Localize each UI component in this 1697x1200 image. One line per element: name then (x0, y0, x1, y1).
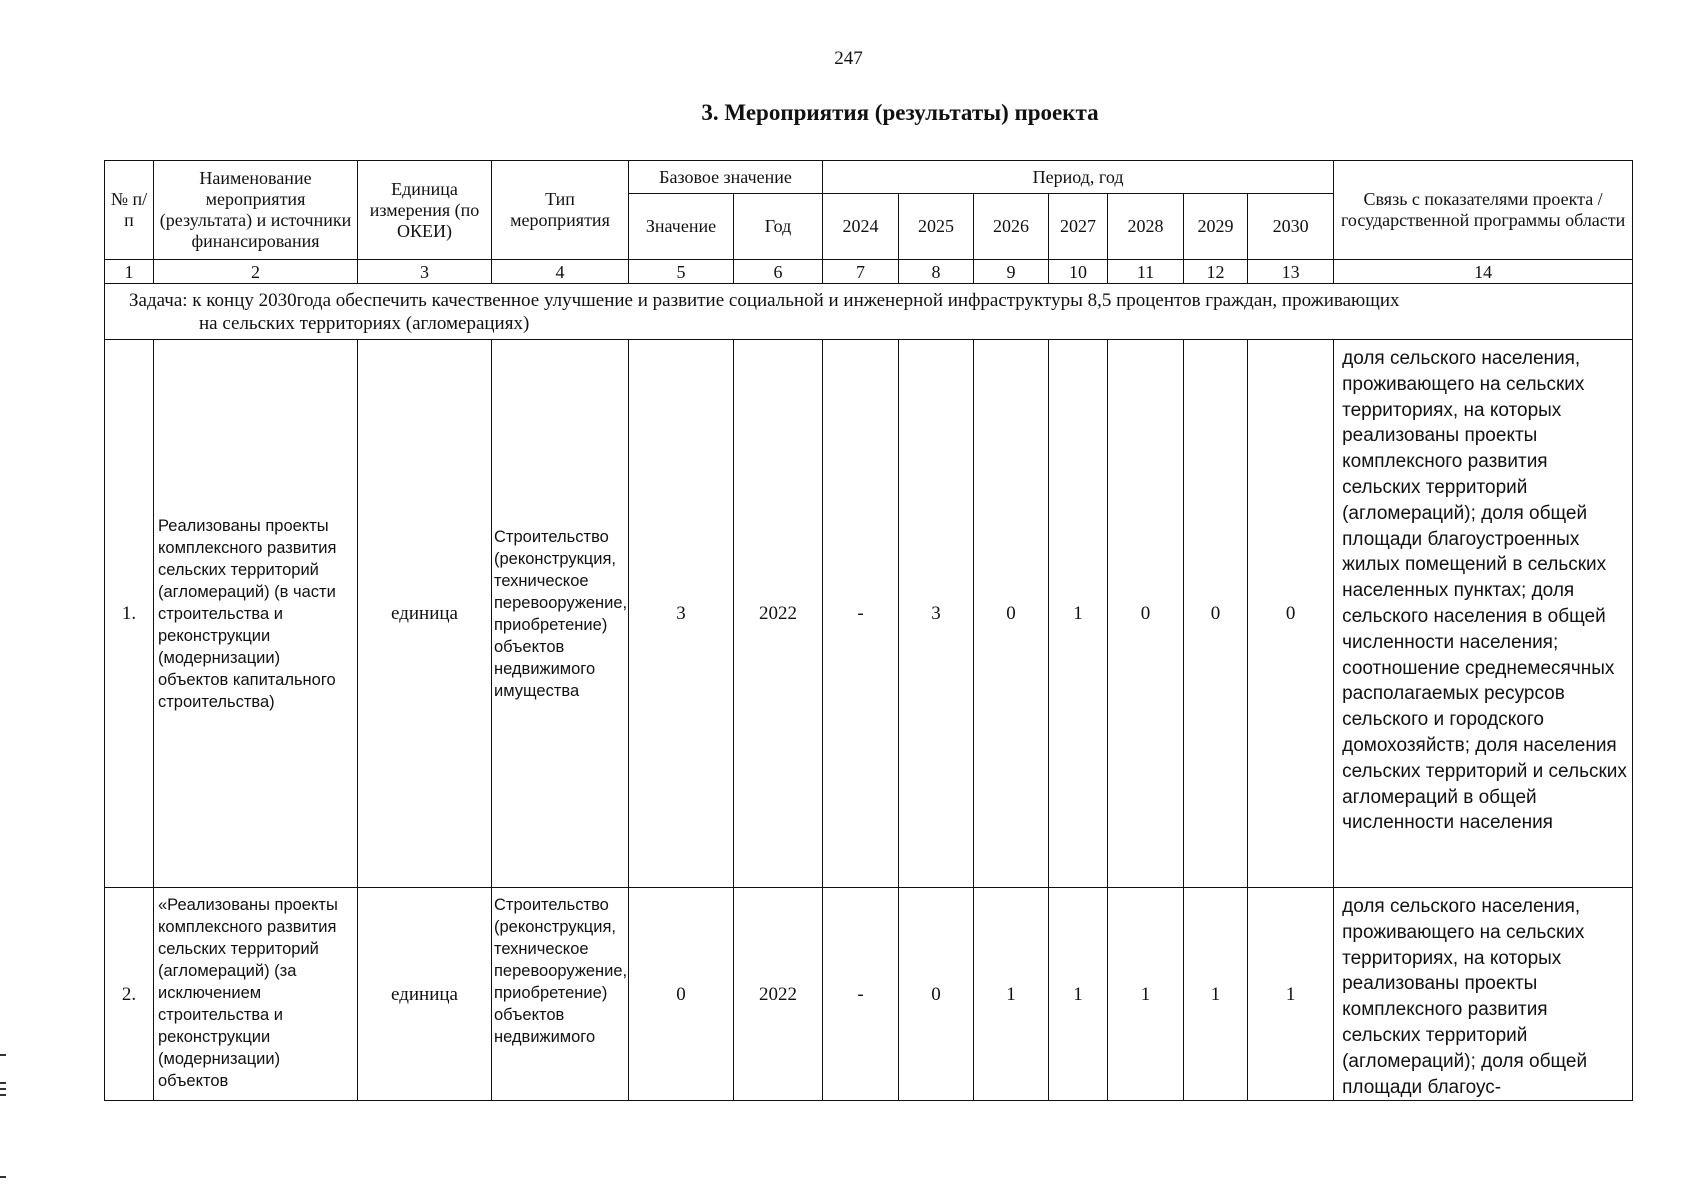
row-unit: единица (358, 340, 492, 888)
column-number: 5 (629, 260, 734, 284)
header-base-value: Значение (629, 194, 734, 260)
row-name: Реализованы проекты комплексного развития сельских территорий (агломераций) (в части строительства и реконструкции (модернизации) объектов капитального строительства) (154, 340, 358, 888)
results-table (104, 160, 1633, 1101)
header-base-group: Базовое значение (629, 161, 823, 194)
task-line-1: Задача: к концу 2030года обеспечить качественное улучшение и развитие социальной и инженерной инфраструктуры 8,5 процентов граждан, проживающих (129, 289, 1400, 311)
row-2029: 0 (1184, 340, 1248, 888)
task-line-2: на сельских территориях (агломерациях) (199, 312, 530, 334)
row-base-value: 3 (629, 340, 734, 888)
margin-mark (0, 1176, 6, 1178)
column-number: 13 (1248, 260, 1334, 284)
header-type: Тип мероприятия (492, 161, 629, 260)
row-2024: - (823, 340, 899, 888)
row-type: Строительство (реконструкция, техническое перевооружение, приобретение) объектов недвижимого (492, 888, 629, 1101)
row-2027: 1 (1049, 888, 1108, 1101)
column-number: 9 (974, 260, 1049, 284)
margin-mark (0, 1088, 6, 1090)
row-type: Строительство (реконструкция, техническое перевооружение, приобретение) объектов недвижимого имущества (492, 340, 629, 888)
column-number: 3 (358, 260, 492, 284)
column-number: 6 (734, 260, 823, 284)
row-2026: 1 (974, 888, 1049, 1101)
row-2029: 1 (1184, 888, 1248, 1101)
section-title: 3. Мероприятия (результаты) проекта (701, 100, 1099, 125)
column-number: 12 (1184, 260, 1248, 284)
column-number: 2 (154, 260, 358, 284)
header-year-2028: 2028 (1108, 194, 1184, 260)
margin-mark (0, 1082, 6, 1084)
header-base-year: Год (734, 194, 823, 260)
header-period-group: Период, год (823, 161, 1334, 194)
row-2030: 1 (1248, 888, 1334, 1101)
row-2024: - (823, 888, 899, 1101)
header-link: Связь с показателями проекта / государственной программы области (1334, 161, 1633, 260)
row-link: доля сельского населения, проживающего на сельских территориях, на которых реализованы проекты комплексного развития сельских территорий (агломераций); доля общей площади благоустроенных жилых помещений в сельских населенных пунктах; доля сельского населения в общей численности населения; соотношение среднемесячных располагаемых ресурсов сельского и городского домохозяйств; доля населения сельских территорий и сельских агломераций в общей численности населения (1334, 340, 1633, 888)
row-name: «Реализованы проекты комплексного развития сельских территорий (агломераций) (за исключением строительства и реконструкции (модернизации) объектов (154, 888, 358, 1101)
row-2025: 0 (899, 888, 974, 1101)
row-unit: единица (358, 888, 492, 1101)
header-year-2029: 2029 (1184, 194, 1248, 260)
column-number: 1 (105, 260, 154, 284)
column-number: 14 (1334, 260, 1633, 284)
margin-mark (0, 1094, 6, 1096)
task-cell (105, 284, 1633, 340)
header-row-1 (105, 161, 1633, 194)
header-name: Наименование мероприятия (результата) и источники финансирования (154, 161, 358, 260)
table-row (105, 888, 1633, 1101)
page-number: 247 (834, 48, 863, 69)
table-row (105, 340, 1633, 888)
row-2030: 0 (1248, 340, 1334, 888)
header-year-2025: 2025 (899, 194, 974, 260)
task-row (105, 284, 1633, 340)
column-number: 11 (1108, 260, 1184, 284)
row-base-year: 2022 (734, 340, 823, 888)
row-num: 2. (105, 888, 154, 1101)
margin-mark (0, 1054, 6, 1056)
header-num: № п/п (105, 161, 154, 260)
row-2026: 0 (974, 340, 1049, 888)
column-number: 7 (823, 260, 899, 284)
column-numbers-row (105, 260, 1633, 284)
column-number: 4 (492, 260, 629, 284)
row-num: 1. (105, 340, 154, 888)
header-year-2030: 2030 (1248, 194, 1334, 260)
header-year-2026: 2026 (974, 194, 1049, 260)
column-number: 8 (899, 260, 974, 284)
header-year-2027: 2027 (1049, 194, 1108, 260)
header-unit: Единица измерения (по ОКЕИ) (358, 161, 492, 260)
row-link: доля сельского населения, проживающего на сельских территориях, на которых реализованы проекты комплексного развития сельских территорий (агломераций); доля общей площади благоус- (1334, 888, 1633, 1101)
row-2027: 1 (1049, 340, 1108, 888)
row-base-year: 2022 (734, 888, 823, 1101)
row-2028: 1 (1108, 888, 1184, 1101)
row-2028: 0 (1108, 340, 1184, 888)
row-2025: 3 (899, 340, 974, 888)
header-year-2024: 2024 (823, 194, 899, 260)
row-base-value: 0 (629, 888, 734, 1101)
column-number: 10 (1049, 260, 1108, 284)
